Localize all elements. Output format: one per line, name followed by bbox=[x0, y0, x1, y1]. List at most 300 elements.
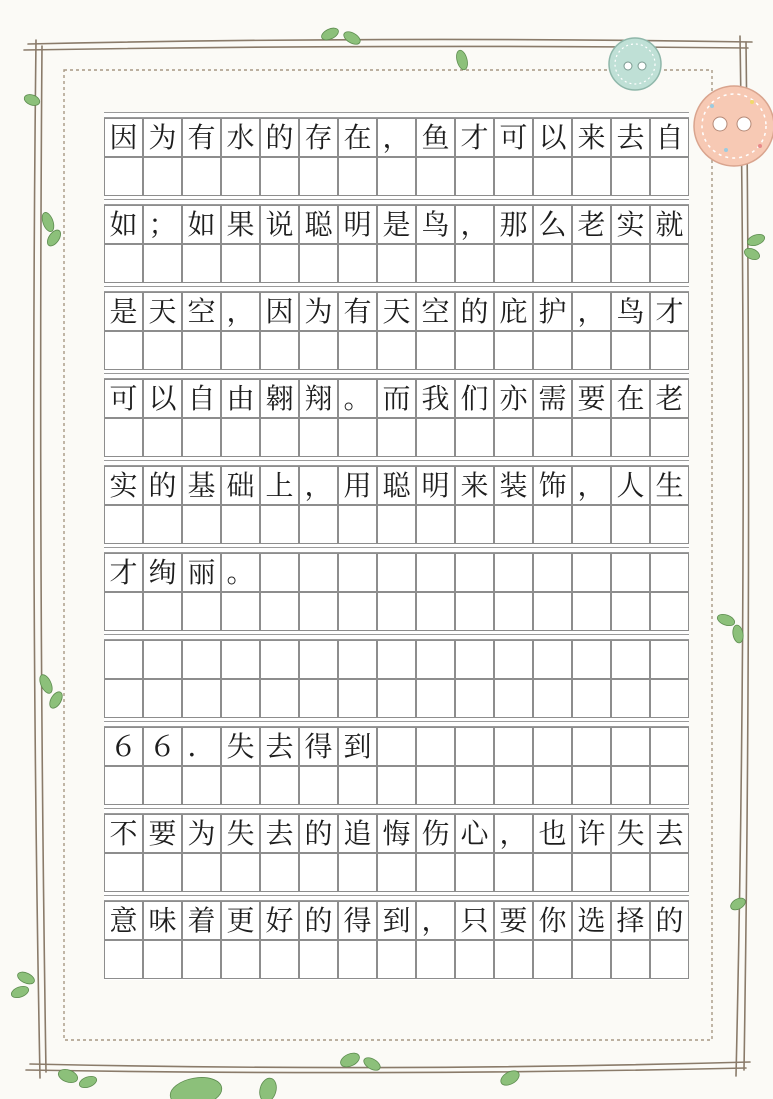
grid-cell: 。 bbox=[338, 379, 377, 418]
grid-cell: 只 bbox=[455, 901, 494, 940]
grid-cell: 果 bbox=[221, 205, 260, 244]
grid-cell bbox=[650, 640, 689, 679]
grid-cell bbox=[260, 640, 299, 679]
grid-cell: 用 bbox=[338, 466, 377, 505]
grid-cell-blank bbox=[572, 418, 611, 457]
grid-cell: 才 bbox=[455, 118, 494, 157]
grid-cell-blank bbox=[533, 418, 572, 457]
grid-cell-blank bbox=[455, 592, 494, 631]
grid-cell: 不 bbox=[104, 814, 143, 853]
grid-cell: 需 bbox=[533, 379, 572, 418]
grid-cell: 的 bbox=[299, 901, 338, 940]
grid-cell: 饰 bbox=[533, 466, 572, 505]
grid-cell: 由 bbox=[221, 379, 260, 418]
grid-cell: 去 bbox=[260, 814, 299, 853]
grid-cell-blank bbox=[494, 244, 533, 283]
grid-cell-blank bbox=[260, 853, 299, 892]
grid-cell: 为 bbox=[143, 118, 182, 157]
grid-cell: 人 bbox=[611, 466, 650, 505]
grid-cell: 丽 bbox=[182, 553, 221, 592]
grid-cell: 来 bbox=[455, 466, 494, 505]
grid-cell: 来 bbox=[572, 118, 611, 157]
grid-cell: 到 bbox=[338, 727, 377, 766]
writing-grid-paper bbox=[104, 112, 689, 980]
grid-cell-blank bbox=[572, 157, 611, 196]
grid-cell: 而 bbox=[377, 379, 416, 418]
grid-cell-blank bbox=[221, 505, 260, 544]
grid-cell-blank bbox=[143, 331, 182, 370]
grid-cell-blank bbox=[572, 505, 611, 544]
grid-cell-blank bbox=[299, 853, 338, 892]
grid-cell-blank bbox=[650, 331, 689, 370]
grid-cell bbox=[104, 640, 143, 679]
grid-cell: 着 bbox=[182, 901, 221, 940]
grid-cell-blank bbox=[650, 505, 689, 544]
grid-cell-blank bbox=[299, 505, 338, 544]
grid-cell-blank bbox=[143, 679, 182, 718]
grid-cell: ， bbox=[416, 901, 455, 940]
grid-cell-blank bbox=[650, 853, 689, 892]
grid-cell-blank bbox=[182, 940, 221, 979]
grid-cell-blank bbox=[377, 679, 416, 718]
grid-cell-blank bbox=[377, 766, 416, 805]
grid-cell-blank bbox=[338, 418, 377, 457]
grid-cell-blank bbox=[533, 331, 572, 370]
grid-cell-blank bbox=[104, 940, 143, 979]
grid-cell: 鸟 bbox=[611, 292, 650, 331]
grid-cell-blank bbox=[572, 331, 611, 370]
grid-cell-blank bbox=[104, 157, 143, 196]
grid-cell: 因 bbox=[104, 118, 143, 157]
grid-cell: 空 bbox=[182, 292, 221, 331]
grid-cell-blank bbox=[299, 418, 338, 457]
grid-cell-blank bbox=[611, 592, 650, 631]
grid-cell-blank bbox=[650, 418, 689, 457]
grid-line-4 bbox=[104, 373, 689, 453]
grid-cell bbox=[377, 553, 416, 592]
grid-cell-blank bbox=[455, 679, 494, 718]
grid-cell: 基 bbox=[182, 466, 221, 505]
grid-cell-blank bbox=[260, 505, 299, 544]
grid-cell-blank bbox=[650, 592, 689, 631]
grid-cell: ； bbox=[143, 205, 182, 244]
grid-cell bbox=[299, 640, 338, 679]
grid-cell: 选 bbox=[572, 901, 611, 940]
grid-cell-blank bbox=[104, 418, 143, 457]
grid-cell-blank bbox=[533, 505, 572, 544]
grid-cell: 老 bbox=[572, 205, 611, 244]
grid-cell-blank bbox=[221, 244, 260, 283]
grid-cell: 为 bbox=[182, 814, 221, 853]
grid-cell bbox=[338, 640, 377, 679]
grid-cell: 庇 bbox=[494, 292, 533, 331]
grid-cell: 得 bbox=[338, 901, 377, 940]
grid-cell: 才 bbox=[650, 292, 689, 331]
grid-cell-blank bbox=[299, 244, 338, 283]
grid-cell: 到 bbox=[377, 901, 416, 940]
grid-cell-blank bbox=[143, 418, 182, 457]
grid-cell-blank bbox=[299, 766, 338, 805]
grid-cell-blank bbox=[455, 331, 494, 370]
grid-cell-blank bbox=[494, 418, 533, 457]
grid-cell-blank bbox=[377, 592, 416, 631]
grid-cell: 意 bbox=[104, 901, 143, 940]
grid-cell: 更 bbox=[221, 901, 260, 940]
grid-cell-blank bbox=[416, 766, 455, 805]
grid-cell-blank bbox=[338, 331, 377, 370]
grid-cell-blank bbox=[416, 505, 455, 544]
grid-cell-blank bbox=[260, 679, 299, 718]
grid-cell: 你 bbox=[533, 901, 572, 940]
grid-cell-blank bbox=[182, 418, 221, 457]
grid-cell-blank bbox=[221, 853, 260, 892]
grid-cell bbox=[455, 553, 494, 592]
grid-cell-blank bbox=[494, 766, 533, 805]
grid-cell: 实 bbox=[104, 466, 143, 505]
grid-cell: 的 bbox=[650, 901, 689, 940]
grid-cell: 。 bbox=[221, 553, 260, 592]
grid-cell: 要 bbox=[572, 379, 611, 418]
grid-cell-blank bbox=[338, 679, 377, 718]
grid-cell-blank bbox=[143, 940, 182, 979]
grid-cell bbox=[650, 727, 689, 766]
grid-cell-blank bbox=[299, 940, 338, 979]
grid-cell: 得 bbox=[299, 727, 338, 766]
grid-cell-blank bbox=[572, 766, 611, 805]
grid-cell: 择 bbox=[611, 901, 650, 940]
grid-cell bbox=[494, 553, 533, 592]
grid-cell: 自 bbox=[650, 118, 689, 157]
grid-cell-blank bbox=[104, 505, 143, 544]
grid-cell-blank bbox=[611, 766, 650, 805]
grid-cell-blank bbox=[533, 157, 572, 196]
grid-cell: 以 bbox=[533, 118, 572, 157]
grid-cell-blank bbox=[650, 940, 689, 979]
grid-cell-blank bbox=[260, 940, 299, 979]
grid-cell-blank bbox=[104, 331, 143, 370]
grid-cell: 去 bbox=[260, 727, 299, 766]
grid-cell-blank bbox=[260, 244, 299, 283]
grid-cell-blank bbox=[377, 940, 416, 979]
grid-cell bbox=[416, 553, 455, 592]
grid-cell: ， bbox=[455, 205, 494, 244]
grid-cell-blank bbox=[533, 592, 572, 631]
grid-line-2 bbox=[104, 199, 689, 279]
grid-cell-blank bbox=[143, 853, 182, 892]
grid-cell-blank bbox=[221, 418, 260, 457]
grid-line-5 bbox=[104, 460, 689, 540]
grid-cell-blank bbox=[143, 505, 182, 544]
grid-cell bbox=[572, 553, 611, 592]
grid-cell: 许 bbox=[572, 814, 611, 853]
grid-cell-blank bbox=[455, 157, 494, 196]
grid-cell bbox=[143, 640, 182, 679]
grid-cell-blank bbox=[299, 592, 338, 631]
grid-cell-blank bbox=[611, 244, 650, 283]
grid-cell: 装 bbox=[494, 466, 533, 505]
grid-cell-blank bbox=[221, 766, 260, 805]
grid-cell: 因 bbox=[260, 292, 299, 331]
grid-cell: 自 bbox=[182, 379, 221, 418]
grid-cell: 为 bbox=[299, 292, 338, 331]
grid-cell-blank bbox=[533, 679, 572, 718]
grid-cell-blank bbox=[611, 157, 650, 196]
grid-cell: 以 bbox=[143, 379, 182, 418]
grid-cell: ， bbox=[494, 814, 533, 853]
grid-cell: 味 bbox=[143, 901, 182, 940]
grid-cell: 也 bbox=[533, 814, 572, 853]
grid-cell: 生 bbox=[650, 466, 689, 505]
grid-cell: 水 bbox=[221, 118, 260, 157]
grid-cell: 好 bbox=[260, 901, 299, 940]
grid-cell: 是 bbox=[104, 292, 143, 331]
grid-cell: ， bbox=[572, 292, 611, 331]
grid-cell: 明 bbox=[338, 205, 377, 244]
grid-cell-blank bbox=[416, 331, 455, 370]
grid-cell-blank bbox=[611, 940, 650, 979]
grid-cell: 失 bbox=[221, 727, 260, 766]
grid-cell: 鸟 bbox=[416, 205, 455, 244]
grid-cell-blank bbox=[182, 505, 221, 544]
grid-cell bbox=[572, 640, 611, 679]
grid-cell-blank bbox=[494, 940, 533, 979]
grid-cell: 有 bbox=[182, 118, 221, 157]
grid-cell-blank bbox=[611, 418, 650, 457]
grid-cell-blank bbox=[182, 766, 221, 805]
grid-cell: 亦 bbox=[494, 379, 533, 418]
grid-cell bbox=[494, 640, 533, 679]
grid-cell-blank bbox=[416, 679, 455, 718]
grid-cell-blank bbox=[143, 157, 182, 196]
grid-cell: ， bbox=[221, 292, 260, 331]
grid-cell-blank bbox=[260, 766, 299, 805]
grid-cell: 如 bbox=[104, 205, 143, 244]
grid-cell-blank bbox=[221, 331, 260, 370]
grid-cell-blank bbox=[104, 679, 143, 718]
grid-cell: ， bbox=[377, 118, 416, 157]
grid-cell-blank bbox=[338, 940, 377, 979]
grid-cell: 天 bbox=[143, 292, 182, 331]
grid-cell-blank bbox=[533, 940, 572, 979]
grid-cell: 聪 bbox=[377, 466, 416, 505]
grid-cell: ， bbox=[299, 466, 338, 505]
grid-cell: 那 bbox=[494, 205, 533, 244]
grid-cell bbox=[377, 727, 416, 766]
grid-cell-blank bbox=[650, 679, 689, 718]
grid-cell-blank bbox=[182, 853, 221, 892]
grid-cell-blank bbox=[650, 766, 689, 805]
grid-cell-blank bbox=[260, 331, 299, 370]
grid-cell: 的 bbox=[260, 118, 299, 157]
grid-cell bbox=[299, 553, 338, 592]
grid-cell-blank bbox=[143, 592, 182, 631]
grid-cell-blank bbox=[260, 157, 299, 196]
grid-cell: 鱼 bbox=[416, 118, 455, 157]
grid-cell bbox=[611, 553, 650, 592]
grid-cell-blank bbox=[104, 244, 143, 283]
grid-cell-blank bbox=[143, 244, 182, 283]
grid-cell: 么 bbox=[533, 205, 572, 244]
grid-cell bbox=[455, 727, 494, 766]
grid-cell-blank bbox=[455, 505, 494, 544]
grid-cell-blank bbox=[182, 244, 221, 283]
grid-cell bbox=[611, 640, 650, 679]
grid-cell-blank bbox=[104, 766, 143, 805]
grid-cell-blank bbox=[377, 157, 416, 196]
grid-cell-blank bbox=[494, 505, 533, 544]
grid-cell-blank bbox=[221, 592, 260, 631]
grid-cell: 心 bbox=[455, 814, 494, 853]
grid-cell: ６ bbox=[104, 727, 143, 766]
grid-cell-blank bbox=[221, 679, 260, 718]
grid-cell-blank bbox=[338, 592, 377, 631]
grid-cell: 老 bbox=[650, 379, 689, 418]
grid-cell bbox=[416, 727, 455, 766]
grid-cell bbox=[533, 727, 572, 766]
grid-cell-blank bbox=[455, 940, 494, 979]
grid-cell-blank bbox=[572, 592, 611, 631]
grid-cell: 存 bbox=[299, 118, 338, 157]
grid-cell bbox=[338, 553, 377, 592]
grid-cell: 我 bbox=[416, 379, 455, 418]
grid-cell-blank bbox=[377, 418, 416, 457]
grid-cell-blank bbox=[533, 853, 572, 892]
grid-cell: 在 bbox=[338, 118, 377, 157]
grid-cell bbox=[377, 640, 416, 679]
grid-cell-blank bbox=[611, 679, 650, 718]
grid-cell: 空 bbox=[416, 292, 455, 331]
grid-cell: 可 bbox=[494, 118, 533, 157]
grid-cell: ６ bbox=[143, 727, 182, 766]
grid-cell: 去 bbox=[611, 118, 650, 157]
grid-cell-blank bbox=[494, 331, 533, 370]
grid-cell-blank bbox=[611, 505, 650, 544]
grid-cell bbox=[494, 727, 533, 766]
grid-cell-blank bbox=[338, 853, 377, 892]
grid-cell-blank bbox=[455, 766, 494, 805]
grid-cell-blank bbox=[221, 157, 260, 196]
grid-cell: 如 bbox=[182, 205, 221, 244]
grid-cell: 要 bbox=[494, 901, 533, 940]
grid-cell-blank bbox=[299, 331, 338, 370]
grid-cell-blank bbox=[416, 418, 455, 457]
grid-cell bbox=[182, 640, 221, 679]
grid-cell bbox=[533, 640, 572, 679]
grid-cell-blank bbox=[455, 418, 494, 457]
grid-cell-blank bbox=[416, 592, 455, 631]
grid-cell: 失 bbox=[221, 814, 260, 853]
grid-cell: 明 bbox=[416, 466, 455, 505]
grid-cell-blank bbox=[494, 157, 533, 196]
grid-cell: 实 bbox=[611, 205, 650, 244]
grid-cell-blank bbox=[182, 331, 221, 370]
grid-cell bbox=[650, 553, 689, 592]
grid-cell: 护 bbox=[533, 292, 572, 331]
grid-cell: 们 bbox=[455, 379, 494, 418]
grid-cell: 是 bbox=[377, 205, 416, 244]
grid-cell: 翔 bbox=[299, 379, 338, 418]
grid-cell-blank bbox=[416, 940, 455, 979]
grid-cell: 追 bbox=[338, 814, 377, 853]
grid-cell-blank bbox=[494, 592, 533, 631]
grid-cell: 伤 bbox=[416, 814, 455, 853]
grid-line-3 bbox=[104, 286, 689, 366]
grid-cell: 才 bbox=[104, 553, 143, 592]
grid-cell-blank bbox=[338, 766, 377, 805]
grid-cell: 上 bbox=[260, 466, 299, 505]
grid-cell-blank bbox=[377, 331, 416, 370]
grid-cell: 在 bbox=[611, 379, 650, 418]
grid-cell: 的 bbox=[455, 292, 494, 331]
grid-cell-blank bbox=[572, 940, 611, 979]
grid-cell-blank bbox=[650, 244, 689, 283]
grid-cell-blank bbox=[494, 853, 533, 892]
grid-cell-blank bbox=[416, 157, 455, 196]
grid-cell-blank bbox=[260, 418, 299, 457]
grid-cell: ． bbox=[182, 727, 221, 766]
grid-line-9 bbox=[104, 808, 689, 888]
grid-cell-blank bbox=[416, 853, 455, 892]
grid-cell: 说 bbox=[260, 205, 299, 244]
grid-cell-blank bbox=[299, 679, 338, 718]
grid-cell: 失 bbox=[611, 814, 650, 853]
grid-line-6 bbox=[104, 547, 689, 627]
grid-cell bbox=[221, 640, 260, 679]
grid-cell bbox=[572, 727, 611, 766]
grid-cell-blank bbox=[416, 244, 455, 283]
grid-line-10 bbox=[104, 895, 689, 975]
grid-cell: 悔 bbox=[377, 814, 416, 853]
grid-cell bbox=[260, 553, 299, 592]
grid-cell-blank bbox=[650, 157, 689, 196]
grid-cell-blank bbox=[572, 244, 611, 283]
grid-cell-blank bbox=[533, 244, 572, 283]
grid-cell-blank bbox=[455, 853, 494, 892]
grid-cell-blank bbox=[533, 766, 572, 805]
grid-cell-blank bbox=[572, 679, 611, 718]
grid-cell-blank bbox=[338, 157, 377, 196]
grid-cell: 有 bbox=[338, 292, 377, 331]
grid-cell-blank bbox=[377, 853, 416, 892]
grid-cell-blank bbox=[221, 940, 260, 979]
grid-line-8 bbox=[104, 721, 689, 801]
grid-cell-blank bbox=[182, 592, 221, 631]
grid-line-7 bbox=[104, 634, 689, 714]
grid-cell bbox=[611, 727, 650, 766]
grid-cell-blank bbox=[455, 244, 494, 283]
grid-cell-blank bbox=[377, 505, 416, 544]
grid-cell: 的 bbox=[299, 814, 338, 853]
grid-cell-blank bbox=[494, 679, 533, 718]
grid-cell: 可 bbox=[104, 379, 143, 418]
grid-cell bbox=[533, 553, 572, 592]
grid-cell-blank bbox=[377, 244, 416, 283]
grid-cell-blank bbox=[299, 157, 338, 196]
grid-cell-blank bbox=[572, 853, 611, 892]
grid-cell-blank bbox=[182, 157, 221, 196]
grid-cell: 绚 bbox=[143, 553, 182, 592]
grid-cell: 的 bbox=[143, 466, 182, 505]
grid-cell-blank bbox=[338, 505, 377, 544]
grid-cell-blank bbox=[338, 244, 377, 283]
grid-cell-blank bbox=[611, 853, 650, 892]
grid-cell-blank bbox=[143, 766, 182, 805]
grid-cell bbox=[455, 640, 494, 679]
grid-line-1 bbox=[104, 112, 689, 192]
grid-cell-blank bbox=[104, 592, 143, 631]
grid-cell: 就 bbox=[650, 205, 689, 244]
grid-cell: 要 bbox=[143, 814, 182, 853]
